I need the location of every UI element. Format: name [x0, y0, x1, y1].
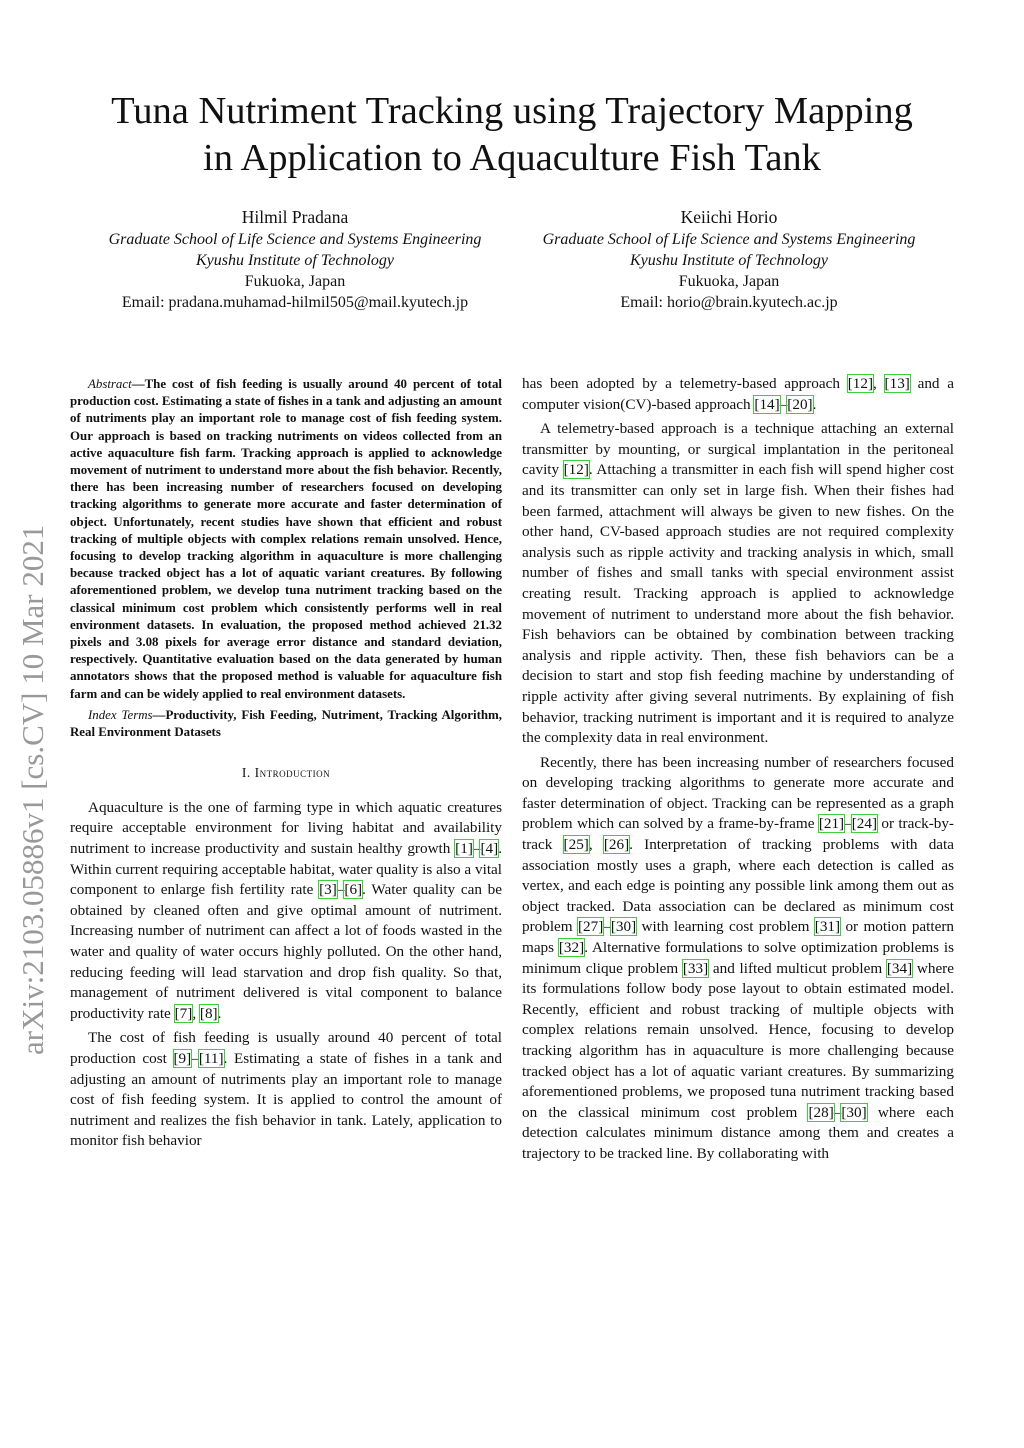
- citation-link[interactable]: [6]: [344, 881, 363, 899]
- paragraph-text: ,: [192, 1004, 200, 1022]
- index-terms-text: —Productivity, Fish Feeding, Nutriment, Tracking Algorithm, Real Environment Datasets: [70, 707, 502, 740]
- citation-link[interactable]: [8]: [199, 1004, 218, 1022]
- paragraph: [70, 798, 502, 1025]
- citation-link[interactable]: [14]: [754, 395, 780, 413]
- paragraph-text: –: [191, 1049, 199, 1067]
- paper-title: [40, 88, 984, 182]
- author-block-1: [62, 205, 528, 313]
- paragraph-text: .: [217, 1004, 222, 1022]
- paragraph-text: . Within current requiring acceptable habitat, water quality is also a vital component to enlarge fish fertility rate: [70, 840, 502, 899]
- right-column: [522, 374, 954, 1165]
- abstract: [70, 376, 502, 741]
- citation-link[interactable]: [30]: [841, 1103, 867, 1121]
- paragraph: [522, 419, 954, 749]
- paragraph-text: ,: [588, 836, 604, 854]
- left-body-text: [70, 798, 502, 1152]
- author-email[interactable]: Email: horio@brain.kyutech.ac.jp: [620, 294, 838, 311]
- citation-link[interactable]: [1]: [455, 840, 473, 858]
- right-body-text: [522, 374, 954, 1165]
- section-heading-introduction: I. Introduction: [241, 765, 331, 781]
- author-affiliation: Graduate School of Life Science and Systems Engineering: [542, 231, 916, 248]
- paragraph-text: where its formulations follow body pose layout to obtain estimated model. Recently, efficient and robust tracking of multiple objects with complex relations remain unsolved. Hence, focusing to develop tracking algorithm has in aquaculture is more challenging because tracked object has a lot of aquatic variant creatures. By summarizing aforementioned problems, we proposed tuna nutriment tracking based on the classical minimum cost problem: [522, 959, 954, 1121]
- citation-link[interactable]: [26]: [603, 836, 630, 854]
- citation-link[interactable]: [9]: [173, 1049, 192, 1067]
- abstract-label: Abstract: [88, 377, 132, 391]
- citation-link[interactable]: [32]: [558, 939, 585, 957]
- paragraph-text: with learning cost problem: [636, 918, 815, 936]
- citation-link[interactable]: [25]: [563, 836, 589, 854]
- paragraph-text: –: [336, 881, 345, 899]
- paragraph-text: –: [472, 840, 481, 858]
- citation-link[interactable]: [13]: [884, 375, 910, 392]
- citation-link[interactable]: [4]: [480, 840, 499, 858]
- paragraph: [522, 753, 954, 1165]
- author-email[interactable]: Email: pradana.muhamad-hilmil505@mail.kyutech.jp: [121, 294, 469, 311]
- title-line-2: in Application to Aquaculture Fish Tank: [203, 137, 821, 179]
- citation-link[interactable]: [21]: [818, 815, 845, 833]
- citation-link[interactable]: [24]: [851, 815, 878, 833]
- author-institute: Kyushu Institute of Technology: [195, 252, 395, 269]
- arxiv-identifier[interactable]: arXiv:2103.05886v1 [cs.CV] 10 Mar 2021: [15, 524, 50, 1055]
- paragraph-text: . Attaching a transmitter in each fish will spend higher cost and its transmitter can only set in large fish. When their fishes had been farmed, attachment will always be given to new fishes. On the other hand, CV-based approach studies are not required complexity analysis such as ripple activity and tracking analysis in which, small number of fishes and small tanks with special environment assist creating result. Tracking approach is applied to acknowledge movement of nutriment to understand more about the fish behavior. Fish behaviors can be obtained by combination between tracking analysis and ripple activity. Then, these fish behaviors can be a decision to start and stop fish feeding machine by understanding of ripple activity after giving several nutriments. By explaining of fish behavior, tracking nutriment is important and it is required to analyze the complexity data in real environment.: [522, 461, 954, 747]
- citation-link[interactable]: [3]: [319, 881, 337, 899]
- citation-link[interactable]: [7]: [174, 1004, 193, 1022]
- left-column: [70, 376, 502, 1152]
- paragraph-text: . Estimating a state of fishes in a tank and adjusting an amount of nutriments play an important role to manage cost of fish feeding system. It is applied to control the amount of nutriment and realizes the fish behavior in tank. Lately, application to monitor fish behavior: [70, 1049, 502, 1150]
- paragraph-text: The cost of fish feeding is usually around 40 percent of total production cost: [70, 1029, 502, 1067]
- citation-link[interactable]: [20]: [787, 395, 813, 413]
- paragraph-text: Aquaculture is the one of farming type in which aquatic creatures require acceptable environment for living habitat and availability nutriment to increase productivity and sustain healthy growth: [70, 798, 502, 858]
- paragraph-text: and a computer vision(CV)-based approach: [522, 375, 954, 413]
- citation-link[interactable]: [12]: [563, 461, 589, 479]
- citation-link[interactable]: [28]: [808, 1103, 834, 1121]
- author-affiliation: Graduate School of Life Science and Systems Engineering: [108, 231, 482, 248]
- author-location: Fukuoka, Japan: [678, 273, 780, 290]
- citation-link[interactable]: [12]: [847, 375, 874, 392]
- citation-link[interactable]: [27]: [577, 918, 604, 936]
- paragraph: [522, 374, 954, 415]
- paragraph-text: where each detection calculates minimum distance among them and creates a trajectory to be tracked line. By collaborating with: [522, 1103, 954, 1162]
- paragraph-text: has been adopted by a telemetry-based approach: [522, 375, 848, 392]
- citation-link[interactable]: [31]: [814, 918, 841, 936]
- paragraph-text: –: [833, 1103, 842, 1121]
- paragraph-text: .: [812, 395, 817, 413]
- author-block-2: [496, 205, 962, 313]
- citation-link[interactable]: [11]: [198, 1049, 224, 1067]
- index-terms-label: Index Terms: [88, 707, 153, 722]
- paragraph-text: or track-by-track: [522, 815, 954, 854]
- paragraph: [70, 1028, 502, 1152]
- author-name: Hilmil Pradana: [241, 207, 349, 227]
- abstract-text: —The cost of fish feeding is usually around 40 percent of total production cost. Estimating a state of fishes in a tank and adjusting an amount of nutriments play an important role to manage cost of fish feeding system. Our approach is based on tracking nutriments on videos collected from an active aquaculture fish farm. Tracking approach is applied to acknowledge movement of nutriment to understand more about the fish behavior. Recently, there has been increasing number of researchers focused on developing tracking algorithms to generate more accurate and faster determination of object. Unfortunately, recent studies have shown that efficient and robust tracking of multiple objects with complex relations remain unsolved. Hence, focusing to develop tracking algorithm in aquaculture is more challenging because tracked object has a lot of aquatic variant creatures. By following aforementioned problem, we develop tuna nutriment tracking based on the classical minimum cost problem which consistently performs well in real environment datasets. In evaluation, the proposed method achieved 21.32 pixels and 3.08 pixels for average error distance and standard deviation, respectively. Quantitative evaluation based on the data generated by human annotators shows that the proposed method is valuable for aquaculture fish farm and can be widely applied to real environment datasets.: [70, 377, 502, 701]
- paragraph-text: . Interpretation of tracking problems with data association mostly uses a graph, where each detection is called as vertex, and each edge is pointing any possible link among them out as object tracked. Data association can be declared as minimum cost problem: [522, 836, 954, 936]
- paragraph-text: A telemetry-based approach is a technique attaching an external transmitter by mounting, or surgical implantation in the peritoneal cavity: [522, 420, 954, 479]
- author-location: Fukuoka, Japan: [244, 273, 346, 290]
- citation-link[interactable]: [34]: [886, 959, 913, 977]
- paragraph-text: . Alternative formulations to solve optimization problems is minimum clique problem: [522, 939, 954, 977]
- paragraph-text: –: [603, 918, 611, 936]
- paragraph-text: ,: [873, 375, 885, 392]
- author-name: Keiichi Horio: [680, 207, 778, 227]
- citation-link[interactable]: [30]: [610, 918, 637, 936]
- citation-link[interactable]: [33]: [682, 959, 709, 977]
- title-line-1: Tuna Nutriment Tracking using Trajectory Mapping: [111, 90, 913, 132]
- author-institute: Kyushu Institute of Technology: [629, 252, 829, 269]
- paragraph-text: Recently, there has been increasing number of researchers focused on developing tracking algorithms to generate more accurate and faster determination of object. Tracking can be represented as a graph problem which can solved by a frame-by-frame: [522, 753, 954, 833]
- paragraph-text: and lifted multicut problem: [708, 959, 887, 977]
- paragraph-text: –: [844, 815, 852, 833]
- paragraph-text: . Water quality can be obtained by cleaned often and give optimal amount of nutriment. Increasing number of nutriment can affect a lot of foods wasted in the water and quality of water occurs highly polluted. On the other hand, reducing feeding will lead starvation and drop fish quality. So that, management of nutriment delivered is vital component to balance productivity rate: [70, 881, 502, 1022]
- paragraph-text: –: [779, 395, 788, 413]
- paragraph-text: or motion pattern maps: [522, 918, 954, 957]
